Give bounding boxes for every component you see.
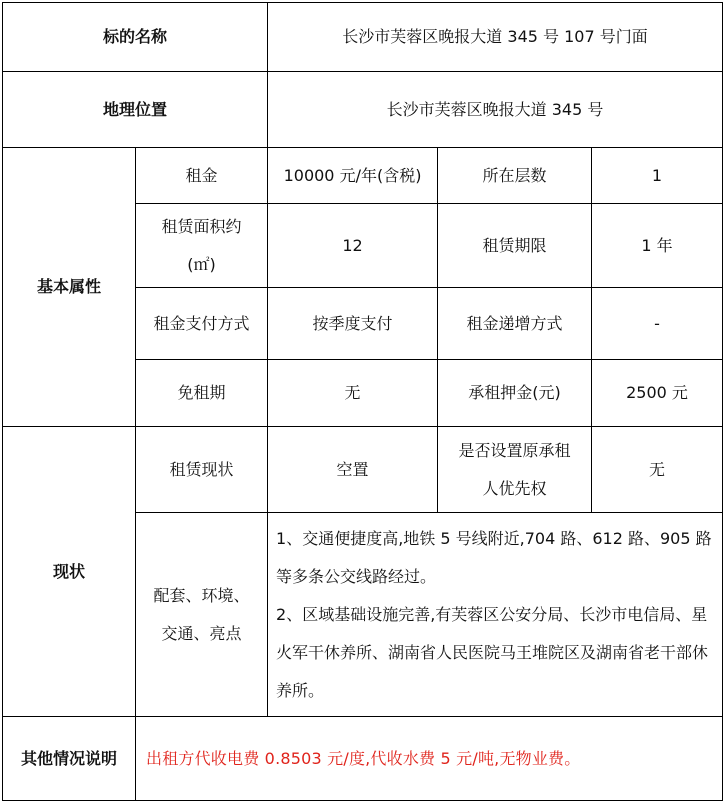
- priority-value: 无: [592, 427, 723, 513]
- area-value: 12: [268, 204, 438, 288]
- environment-label: [136, 513, 268, 717]
- row-other: [3, 717, 723, 801]
- environment-label-line2: 交通、亮点: [161, 623, 242, 643]
- rent-label: 租金: [136, 148, 268, 204]
- basic-attributes-label: 基本属性: [3, 148, 136, 427]
- row-location: [3, 72, 723, 148]
- environment-desc-item-1: 1、交通便捷度高,地铁 5 号线附近,704 路、612 路、905 路等多条公交线路经过。: [276, 528, 712, 586]
- term-value: 1 年: [592, 204, 723, 288]
- property-info-table: [2, 2, 723, 801]
- location-label: 地理位置: [3, 72, 268, 148]
- rent-value: 10000 元/年(含税): [268, 148, 438, 204]
- location-value: 长沙市芙蓉区晚报大道 345 号: [268, 72, 723, 148]
- area-label-line1: 租赁面积约: [161, 216, 242, 236]
- floor-label: 所在层数: [438, 148, 592, 204]
- other-info-value: 出租方代收电费 0.8503 元/度,代收水费 5 元/吨,无物业费。: [136, 717, 723, 801]
- other-info-label: 其他情况说明: [3, 717, 136, 801]
- lease-status-value: 空置: [268, 427, 438, 513]
- area-label-line2: (㎡): [187, 254, 216, 274]
- increase-value: -: [592, 288, 723, 360]
- priority-label-line1: 是否设置原承租: [458, 440, 571, 460]
- row-lease-status: [3, 427, 723, 513]
- row-name: [3, 3, 723, 72]
- free-period-label: 免租期: [136, 360, 268, 427]
- payment-label: 租金支付方式: [136, 288, 268, 360]
- increase-label: 租金递增方式: [438, 288, 592, 360]
- free-period-value: 无: [268, 360, 438, 427]
- lease-status-label: 租赁现状: [136, 427, 268, 513]
- row-rent: [3, 148, 723, 204]
- deposit-label: 承租押金(元): [438, 360, 592, 427]
- environment-label-line1: 配套、环境、: [153, 585, 250, 605]
- name-value: 长沙市芙蓉区晚报大道 345 号 107 号门面: [268, 3, 723, 72]
- floor-value: 1: [592, 148, 723, 204]
- name-label: 标的名称: [3, 3, 268, 72]
- payment-value: 按季度支付: [268, 288, 438, 360]
- term-label: 租赁期限: [438, 204, 592, 288]
- deposit-value: 2500 元: [592, 360, 723, 427]
- environment-description: [268, 513, 723, 717]
- area-label: [136, 204, 268, 288]
- status-label: 现状: [3, 427, 136, 717]
- priority-label-line2: 人优先权: [482, 478, 547, 498]
- environment-desc-item-2: 2、区域基础设施完善,有芙蓉区公安分局、长沙市电信局、星火军干休养所、湖南省人民医院马王堆院区及湖南省老干部休养所。: [276, 604, 709, 700]
- priority-label: [438, 427, 592, 513]
